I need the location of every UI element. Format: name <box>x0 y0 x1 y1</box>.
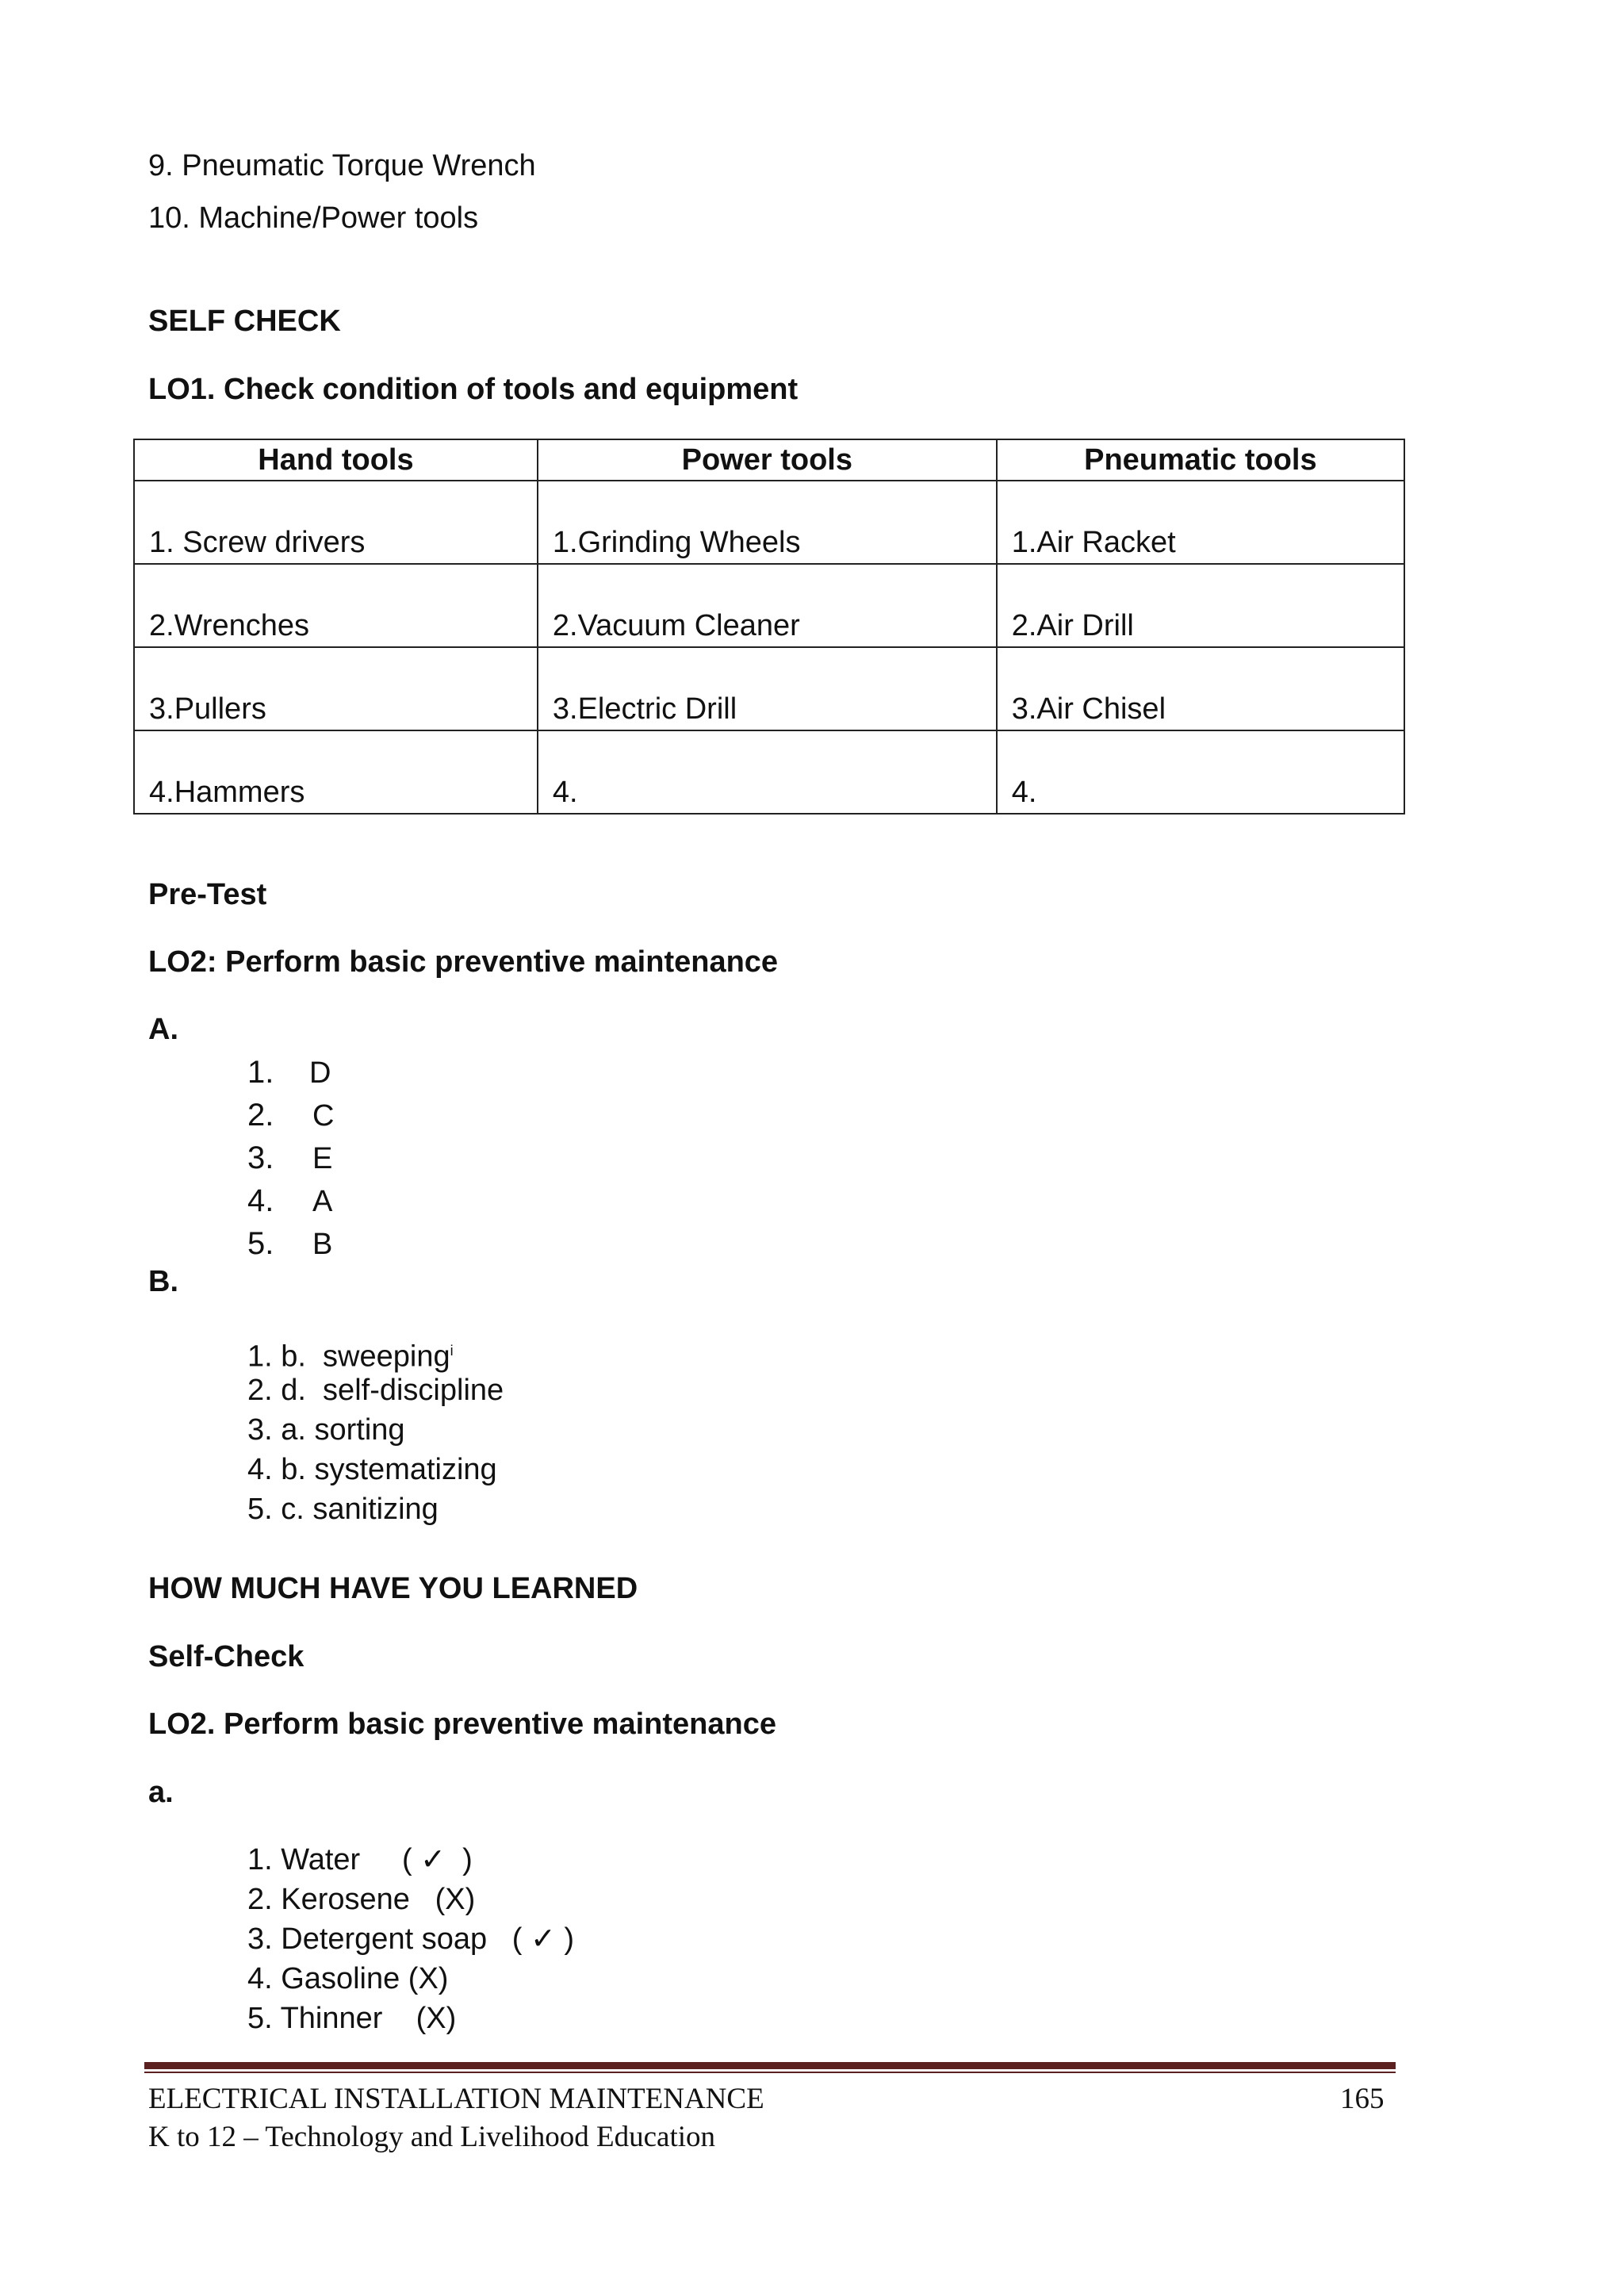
list-item <box>247 1222 334 1265</box>
table-cell: 1.Air Racket <box>997 481 1404 564</box>
self-check2-heading: Self-Check <box>148 1640 304 1673</box>
list-item <box>247 1331 504 1374</box>
table-cell: 4. <box>538 730 997 814</box>
list-item: 3. Detergent soap ( ✓ ) <box>247 1922 575 1956</box>
page-number: 165 <box>1340 2083 1385 2115</box>
item-answer: D <box>309 1056 331 1090</box>
list-item: 5. c. sanitizing <box>247 1493 439 1526</box>
table-header-row <box>134 439 1404 481</box>
item-answer: A <box>312 1185 333 1218</box>
section-a-list <box>247 1051 334 1265</box>
self-check-heading: SELF CHECK <box>148 305 341 338</box>
section-a2-label: a. <box>148 1776 174 1809</box>
footnote-mark: i <box>450 1343 454 1359</box>
section-b-list <box>247 1331 504 1529</box>
table-cell: 3.Electric Drill <box>538 647 997 730</box>
list-item: 5. Thinner (X) <box>247 2002 457 2035</box>
item-number: 1. <box>247 1055 274 1090</box>
table-row <box>134 730 1404 814</box>
list-item <box>247 1094 334 1137</box>
header-hand-tools: Hand tools <box>134 439 538 481</box>
item-number: 4. <box>247 1183 274 1218</box>
list-item <box>247 1179 334 1222</box>
item-answer: C <box>312 1099 335 1133</box>
table-cell: 2.Vacuum Cleaner <box>538 564 997 647</box>
table-row <box>134 481 1404 564</box>
lo2-heading: LO2: Perform basic preventive maintenance <box>148 945 779 979</box>
item-answer: B <box>312 1228 333 1261</box>
footer-rule-thin <box>144 2072 1396 2073</box>
pretest-heading: Pre-Test <box>148 878 267 911</box>
intro-item-9: 9. Pneumatic Torque Wrench <box>148 149 536 182</box>
list-item: 4. Gasoline (X) <box>247 1962 449 1995</box>
section-b-label: B. <box>148 1265 178 1298</box>
section-a2-list <box>247 1840 574 2038</box>
list-item: 3. a. sorting <box>247 1413 405 1447</box>
tools-table <box>133 439 1405 815</box>
table-cell: 2.Air Drill <box>997 564 1404 647</box>
list-item <box>247 1137 334 1179</box>
list-item <box>247 1051 334 1094</box>
table-cell: 2.Wrenches <box>134 564 538 647</box>
item-text: 1. b. sweeping <box>247 1340 450 1374</box>
table-cell: 1.Grinding Wheels <box>538 481 997 564</box>
table-cell: 1. Screw drivers <box>134 481 538 564</box>
item-number: 2. <box>247 1098 274 1133</box>
footer-subtitle: K to 12 – Technology and Livelihood Education <box>148 2121 716 2153</box>
item-number: 5. <box>247 1226 274 1261</box>
lo1-heading: LO1. Check condition of tools and equipment <box>148 373 799 406</box>
header-pneumatic-tools: Pneumatic tools <box>997 439 1404 481</box>
item-answer: E <box>312 1142 333 1175</box>
list-item: 2. d. self-discipline <box>247 1374 504 1407</box>
item-number: 3. <box>247 1140 274 1175</box>
lo2b-heading: LO2. Perform basic preventive maintenance <box>148 1708 776 1741</box>
how-much-heading: HOW MUCH HAVE YOU LEARNED <box>148 1572 638 1605</box>
table-row <box>134 647 1404 730</box>
table-cell: 4.Hammers <box>134 730 538 814</box>
footer-title: ELECTRICAL INSTALLATION MAINTENANCE <box>148 2083 764 2115</box>
footer-rule-thick <box>144 2062 1396 2069</box>
header-power-tools: Power tools <box>538 439 997 481</box>
table-cell: 4. <box>997 730 1404 814</box>
intro-item-10: 10. Machine/Power tools <box>148 201 479 235</box>
table-row <box>134 564 1404 647</box>
table-cell: 3.Air Chisel <box>997 647 1404 730</box>
list-item: 4. b. systematizing <box>247 1453 497 1486</box>
list-item: 1. Water ( ✓ ) <box>247 1843 473 1876</box>
section-a-label: A. <box>148 1013 178 1046</box>
table-cell: 3.Pullers <box>134 647 538 730</box>
list-item: 2. Kerosene (X) <box>247 1883 476 1916</box>
